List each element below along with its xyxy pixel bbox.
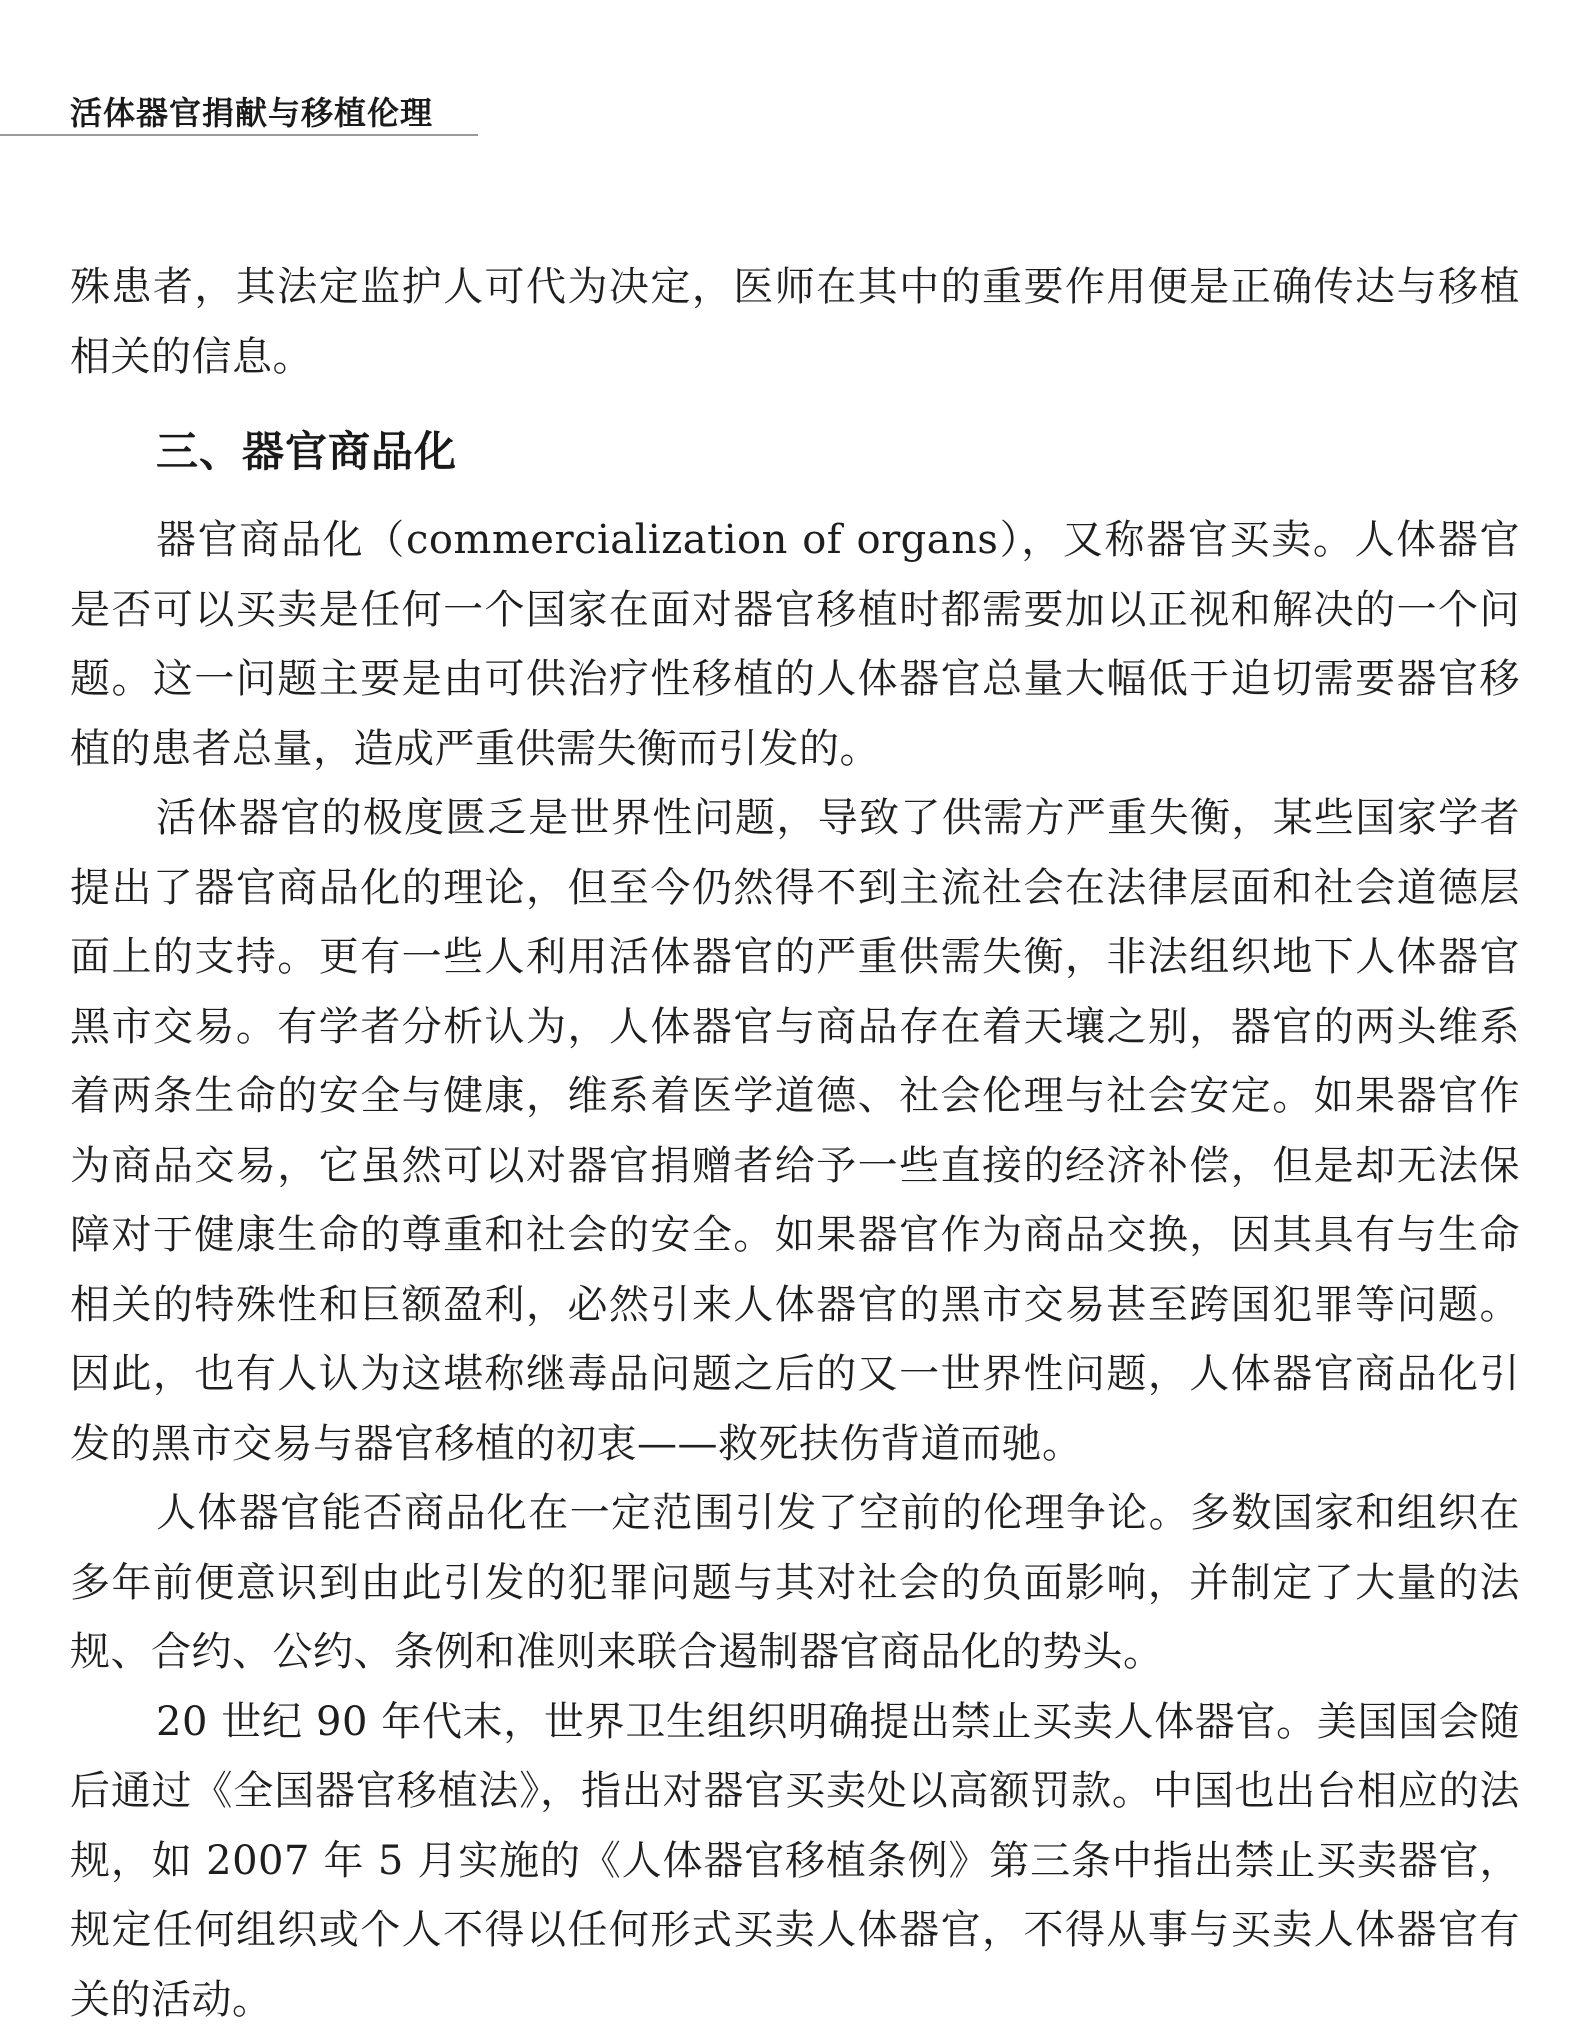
continuation-paragraph: 殊患者，其法定监护人可代为决定，医师在其中的重要作用便是正确传达与移植相关的信息。 <box>70 253 1520 392</box>
section-heading: 三、器官商品化 <box>70 414 1520 490</box>
header-rule <box>0 134 478 136</box>
paragraph-2: 活体器官的极度匮乏是世界性问题，导致了供需方严重失衡，某些国家学者提出了器官商品化的理论，但至今仍然得不到主流社会在法律层面和社会道德层面上的支持。更有一些人利用活体器官的严重供需失衡，非法组织地下人体器官黑市交易。有学者分析认为，人体器官与商品存在着天壤之别，器官的两头维系着两条生命的安全与健康，维系着医学道德、社会伦理与社会安定。如果器官作为商品交易，它虽然可以对器官捐赠者给予一些直接的经济补偿，但是却无法保障对于健康生命的尊重和社会的安全。如果器官作为商品交换，因其具有与生命相关的特殊性和巨额盈利，必然引来人体器官的黑市交易甚至跨国犯罪等问题。因此，也有人认为这堪称继毒品问题之后的又一世界性问题，人体器官商品化引发的黑市交易与器官移植的初衷——救死扶伤背道而驰。 <box>70 784 1520 1479</box>
running-header: 活体器官捐献与移植伦理 <box>70 88 433 134</box>
paragraph-1: 器官商品化（commercialization of organs），又称器官买卖。人体器官是否可以买卖是任何一个国家在面对器官移植时都需要加以正视和解决的一个问题。这一问题主要是由可供治疗性移植的人体器官总量大幅低于迫切需要器官移植的患者总量，造成严重供需失衡而引发的。 <box>70 506 1520 784</box>
page-content <box>70 253 1520 2035</box>
paragraph-3: 人体器官能否商品化在一定范围引发了空前的伦理争论。多数国家和组织在多年前便意识到由此引发的犯罪问题与其对社会的负面影响，并制定了大量的法规、合约、公约、条例和准则来联合遏制器官商品化的势头。 <box>70 1479 1520 1688</box>
paragraph-4: 20 世纪 90 年代末，世界卫生组织明确提出禁止买卖人体器官。美国国会随后通过《全国器官移植法》，指出对器官买卖处以高额罚款。中国也出台相应的法规，如 2007 年 5 月实施的《人体器官移植条例》第三条中指出禁止买卖器官，规定任何组织或个人不得以任何形式买卖人体器官，不得从事与买卖人体器官有关的活动。 <box>70 1688 1520 2035</box>
